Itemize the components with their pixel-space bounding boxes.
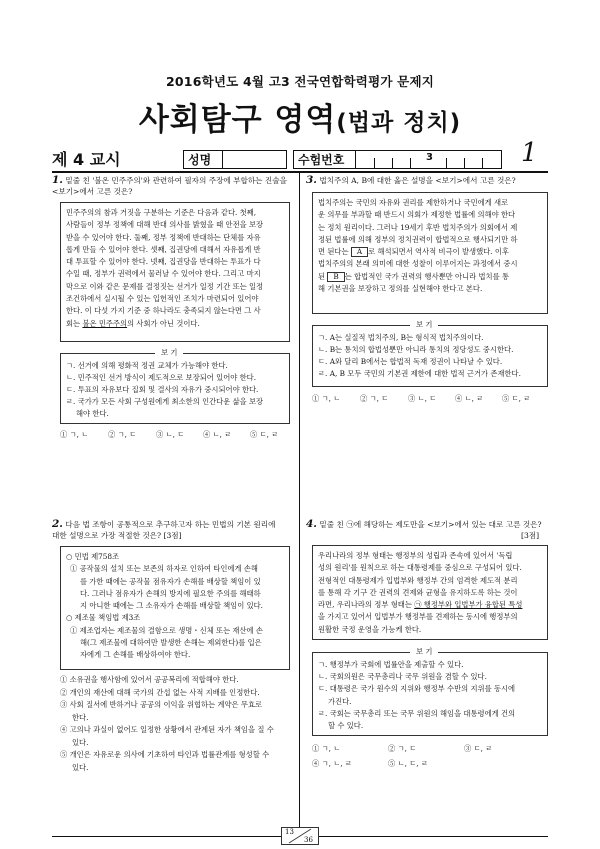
passage-line: 지 아니한 때에는 그 소유자가 손해를 배상할 책임이 있다. — [80, 601, 263, 611]
passage-fragment: 된 — [318, 271, 328, 281]
name-label: 성명 — [188, 153, 212, 167]
underlined-term: ㉠ 행정부와 입법부가 융합된 특성 — [414, 600, 523, 610]
page-current: 13 — [285, 828, 294, 836]
passage-line: 받을 수 있어야 한다. 둘째, 정부 정책에 반대하는 단체를 자유 — [66, 232, 261, 242]
passage-line: 는 정치 원리이다. 그러나 19세기 후반 법치주의가 의회에서 제 — [318, 222, 518, 232]
bogi-item: ㄷ. 대통령은 국가 원수의 지위와 행정부 수반의 지위를 동시에 — [318, 684, 516, 694]
stem-line: 밑줄 친 ㉠에 해당하는 제도만을 <보기>에서 있는 대로 고른 것은? — [319, 520, 542, 529]
bogi-item: ㄷ. A와 달리 B에서는 합법적 독재 정권이 나타날 수 있다. — [318, 357, 503, 366]
bogi-label: 보 기 — [410, 320, 438, 330]
question-4-options — [312, 744, 548, 774]
passage-line: 법치주의는 국민의 자유와 권리를 제한하거나 국민에게 새로 — [318, 198, 509, 207]
page-number: 1 — [521, 138, 538, 168]
option-continuation: 있다. — [72, 737, 89, 747]
page-total: 36 — [304, 836, 313, 844]
digit-cell-divider — [464, 158, 465, 169]
question-2-options — [60, 674, 292, 774]
question-1-stem — [52, 175, 292, 198]
bogi-item: 가진다. — [328, 696, 352, 706]
bogi-label: 보 기 — [410, 647, 438, 657]
option[interactable]: ⑤ ㄴ, ㄷ, ㄹ — [388, 759, 429, 768]
digit-cell-divider — [446, 158, 447, 169]
passage-line: 전형적인 대통령제가 입법부와 행정부 간의 엄격한 제도적 분리 — [318, 575, 518, 585]
exam-title: 2016학년도 4월 고3 전국연합학력평가 문제지 — [166, 74, 434, 89]
passage-line: 를 가한 때에는 공작물 점유자가 손해를 배상할 책임이 있 — [80, 576, 261, 586]
option[interactable]: ⑤ ㄷ, ㄹ — [502, 394, 531, 403]
passage-line: 원활한 국정 운영을 가능케 한다. — [318, 624, 422, 634]
bogi-item: ㄷ. 투표의 자유보다 집회 및 결사의 자유가 중시되어야 한다. — [66, 385, 259, 394]
bogi-item: 해야 한다. — [76, 409, 109, 418]
question-number: 2. — [52, 518, 63, 530]
passage-line: 정된 법률에 의해 정부의 정치권력이 합법적으로 행사되기만 하 — [318, 234, 518, 244]
question-4-passage — [318, 550, 546, 636]
question-1-passage — [66, 207, 286, 330]
option[interactable]: ④ ㄱ, ㄴ, ㄹ — [312, 759, 353, 768]
option[interactable]: ③ 사회 질서에 반하거나 공공의 이익을 위협하는 계약은 무효로 — [60, 700, 263, 709]
passage-line: 자에게 그 손해를 배상하여야 한다. — [80, 650, 191, 660]
question-number: 4. — [306, 518, 317, 530]
option[interactable]: ⑤ ㄷ, ㄹ — [250, 430, 279, 439]
passage-line: 대 투표할 수 있어야 한다. 넷째, 집권당을 반대하는 투표가 다 — [66, 257, 261, 267]
bogi-item: ㄱ. A는 실질적 법치주의, B는 형식적 법치주의이다. — [318, 333, 484, 342]
name-field-divider — [222, 150, 223, 169]
passage-line: 수일 때, 정부가 권력에서 물러날 수 있어야 한다. 그리고 마지 — [66, 269, 261, 279]
passage-line: 해 기본권을 보장하고 정의를 실현해야 한다고 본다. — [318, 284, 483, 294]
digit-cell-divider — [482, 158, 483, 169]
question-4-points: [3점] — [521, 531, 540, 540]
passage-line: 다. 그러나 점유자가 손해의 방지에 필요한 주의를 해태하 — [80, 588, 261, 598]
blank-b: B — [327, 272, 344, 282]
option[interactable]: ② ㄱ, ㄷ — [388, 744, 417, 753]
bogi-item: ㄹ. A, B 모두 국민의 기본권 제한에 대한 법적 근거가 존재한다. — [318, 369, 521, 378]
exam-number-value: 3 — [426, 152, 433, 163]
stem-line: 법치주의 A, B에 대한 옳은 설명을 <보기>에서 고른 것은? — [319, 176, 516, 185]
digit-cell-divider — [410, 158, 411, 169]
passage-line — [318, 246, 544, 258]
passage-line: 민주주의의 참과 거짓을 구분하는 기준은 다음과 같다. 첫째, — [66, 208, 257, 217]
option[interactable]: ① ㄱ, ㄴ — [312, 744, 341, 753]
bogi-item: ㄱ. 행정부가 국회에 법률안을 제출할 수 있다. — [318, 660, 464, 669]
passage-line: 우리나라의 정부 형태는 행정부의 성립과 존속에 있어서 '독립 — [318, 551, 513, 560]
period-label: 제 4 교시 — [52, 150, 121, 169]
subject-title — [0, 94, 600, 139]
passage-line: 운 의무를 부과할 때 반드시 의회가 제정한 법률에 의해야 한다 — [318, 210, 516, 220]
passage-line — [318, 271, 544, 283]
option[interactable]: ② ㄱ, ㄷ — [360, 394, 389, 403]
bogi-item: ㄴ. 국회의원은 국무총리나 국무 위원을 겸할 수 있다. — [318, 672, 487, 682]
option[interactable]: ③ ㄴ, ㄷ — [408, 394, 437, 403]
passage-line: 롭게 만들 수 있어야 한다. 셋째, 집권당에 대해서 자유롭게 반 — [66, 244, 261, 254]
stem-line: 다음 법 조항이 공통적으로 추구하고자 하는 민법의 기본 원리에 — [65, 520, 276, 529]
question-3-passage — [318, 197, 544, 295]
passage-line: 성의 원리'를 원칙으로 하는 대통령제를 중심으로 구성되어 있다. — [318, 563, 522, 573]
option-continuation: 한다. — [72, 712, 89, 722]
option[interactable]: ⑤ 개인은 자유로운 의사에 기초하여 타인과 법률관계를 형성할 수 — [60, 750, 270, 759]
passage-fragment: 라면, 우리나라의 정부 형태는 — [318, 600, 415, 610]
passage-line: ○ 민법 제758조 — [66, 552, 120, 561]
digit-cell-divider — [392, 158, 393, 169]
question-4-stem — [306, 519, 551, 531]
option[interactable]: ④ 고의나 과실이 없어도 일정한 상황에서 관계된 자가 책임을 질 수 — [60, 725, 274, 734]
stem-line: 대한 설명으로 가장 적절한 것은? [3점] — [52, 530, 182, 540]
exam-number-divider — [355, 150, 356, 169]
passage-line — [318, 599, 546, 611]
underlined-term: 불온 민주주의 — [82, 318, 128, 328]
question-3-bogi — [318, 332, 546, 380]
stem-line: <보기>에서 고른 것은? — [52, 186, 133, 196]
bogi-item: ㄴ. B는 통치의 합법성뿐만 아니라 통치의 정당성도 중시한다. — [318, 345, 514, 354]
option[interactable]: ④ ㄴ, ㄹ — [455, 394, 484, 403]
question-1-bogi — [66, 360, 286, 420]
column-divider — [299, 173, 300, 836]
blank-a: A — [351, 247, 368, 257]
passage-line: 한다. 이 다섯 가지 기준 중 하나라도 충족되지 않는다면 그 사 — [66, 306, 261, 316]
option-continuation: 있다. — [72, 762, 89, 772]
option[interactable]: ③ ㄷ, ㄹ — [464, 744, 493, 753]
option[interactable]: ③ ㄴ, ㄷ — [156, 430, 185, 439]
question-2-stem — [52, 519, 292, 542]
subject-main: 사회탐구 영역 — [138, 102, 337, 138]
question-2-passage — [66, 551, 288, 662]
passage-line: ○ 제조물 책임법 제3조 — [66, 613, 141, 623]
passage-line: 를 통해 각 기구 간 권력의 견제와 균형을 유지하도록 하는 것이 — [318, 587, 518, 597]
option[interactable]: ① ㄱ, ㄴ — [312, 394, 341, 403]
question-number: 3. — [306, 174, 317, 186]
passage-line: 법치주의의 본래 의미에 대한 성찰이 이루어지는 과정에서 중시 — [318, 259, 518, 269]
header-rule — [52, 171, 548, 173]
passage-fragment: 회는 — [66, 318, 83, 328]
passage-line: ① 공작물의 설치 또는 보존의 하자로 인하여 타인에게 손해 — [70, 564, 258, 574]
bogi-label: 보 기 — [155, 348, 183, 358]
passage-fragment: 의 사회가 아닌 것이다. — [127, 318, 200, 328]
stem-line: 밑줄 친 '불온 민주주의'와 관련하여 필자의 주장에 부합하는 진술을 — [65, 176, 287, 185]
passage-line: 해(그 제조물에 대하여만 발생한 손해는 제외한다)를 입은 — [80, 638, 262, 648]
option[interactable]: ② 개인의 재산에 대해 국가의 간섭 없는 사적 지배를 인정한다. — [60, 687, 260, 697]
bogi-item: ㄴ. 민주적인 선거 방식이 제도적으로 보장되어 있어야 한다. — [66, 373, 257, 382]
subject-sub: (법과 정치) — [336, 110, 462, 136]
exam-number-label: 수험번호 — [298, 153, 345, 167]
question-number: 1. — [52, 174, 63, 186]
passage-line: 조건하에서 실시될 수 있는 입헌적인 조치가 마련되어 있어야 — [66, 294, 259, 304]
option[interactable]: ② ㄱ, ㄷ — [108, 430, 137, 439]
passage-line: 을 가지고 있어서 입법부가 행정부를 견제하는 동시에 행정부의 — [318, 612, 518, 622]
option[interactable]: ① ㄱ, ㄴ — [60, 430, 89, 439]
passage-fragment: 로 해석되면서 역사적 비극이 발생했다. 이후 — [368, 247, 509, 257]
bogi-item: ㄹ. 국회는 국무총리 또는 국무 위원의 해임을 대통령에게 건의 — [318, 708, 516, 718]
passage-line: ① 제조업자는 제조물의 결함으로 생명・신체 또는 재산에 손 — [70, 625, 263, 635]
passage-line — [66, 318, 286, 330]
bogi-item: ㄹ. 국가가 모든 사회 구성원에게 최소한의 인간다운 삶을 보장 — [66, 397, 264, 406]
passage-fragment: 는 합법적인 국가 권력의 행사뿐만 아니라 법치를 통 — [344, 271, 510, 281]
digit-cell-divider — [374, 158, 375, 169]
passage-line: 막으로 이와 같은 문제를 결정짓는 선거가 일정 기간 또는 일정 — [66, 281, 264, 291]
question-3-stem — [306, 175, 551, 187]
passage-fragment: 면 된다는 — [318, 247, 351, 257]
passage-line: 사람들이 정부 정책에 대해 반대 의사를 밝혔을 때 안전을 보장 — [66, 220, 264, 230]
option[interactable]: ④ ㄴ, ㄹ — [203, 430, 232, 439]
bogi-item: ㄱ. 선거에 의해 평화적 정권 교체가 가능해야 한다. — [66, 361, 228, 370]
bogi-item: 할 수 있다. — [328, 721, 364, 731]
question-4-bogi — [318, 659, 546, 732]
option[interactable]: ① 소유권을 행사함에 있어서 공공복리에 적합해야 한다. — [60, 675, 239, 684]
